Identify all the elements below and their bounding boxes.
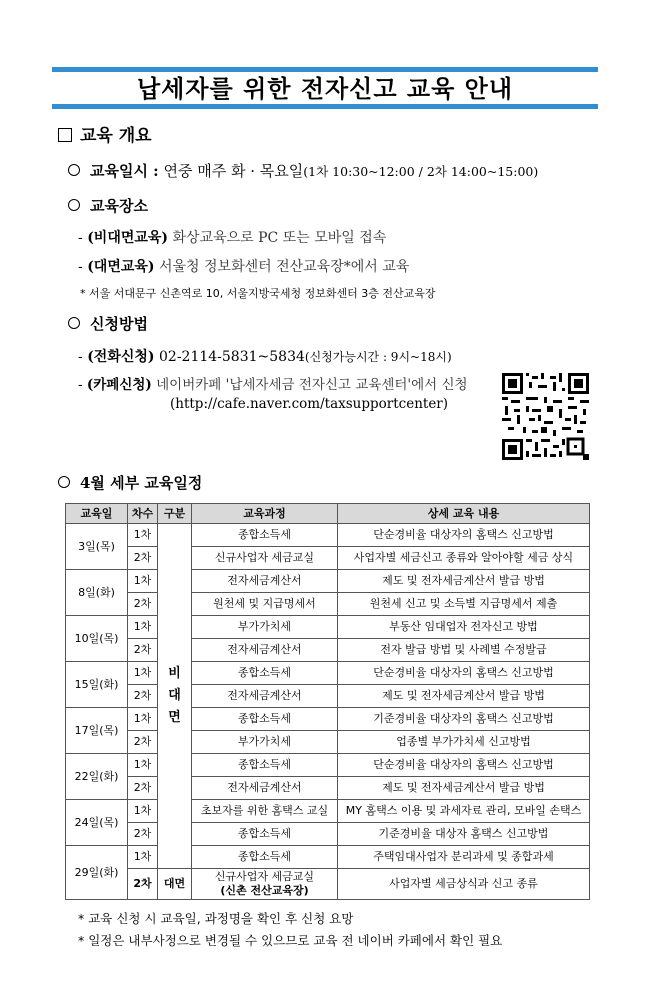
course-cell: 종합소득세 [192,846,338,869]
course-location: (신촌 전산교육장) [220,884,309,897]
schedule-heading-text: 4월 세부 교육일정 [80,474,203,492]
round-cell: 1차 [128,800,158,823]
detail-cell: 제도 및 전자세금계산서 발급 방법 [338,570,590,593]
date-line [68,160,538,181]
table-row [66,593,590,616]
course-cell: 신규사업자 세금교실 [192,547,338,570]
circle-bullet-icon [58,476,70,488]
type-cell-face: 대면 [158,869,192,900]
header-date: 교육일 [66,504,128,524]
table-row [66,524,590,547]
course-name: 신규사업자 세금교실 [214,870,315,883]
detail-cell: 단순경비율 대상자의 홈택스 신고방법 [338,524,590,547]
detail-cell: 기준경비율 대상자의 홈택스 신고방법 [338,708,590,731]
phone-line: - (전화신청) 02-2114-5831~5834(신청가능시간 : 9시~18시) [78,349,452,365]
round-cell: 2차 [128,777,158,800]
course-cell: 종합소득세 [192,662,338,685]
offline-label: (대면교육) [87,259,155,275]
course-cell: 전자세금계산서 [192,685,338,708]
round-cell: 2차 [128,823,158,846]
course-cell: 종합소득세 [192,823,338,846]
round-cell: 1차 [128,662,158,685]
round-cell: 2차 [128,869,158,900]
table-row [66,570,590,593]
table-row [66,731,590,754]
detail-cell: 제도 및 전자세금계산서 발급 방법 [338,685,590,708]
header-round: 차수 [128,504,158,524]
date-cell: 3일(목) [66,524,128,570]
course-cell: 종합소득세 [192,708,338,731]
schedule-table [65,503,590,900]
page-title: 납세자를 위한 전자신고 교육 안내 [137,74,513,103]
course-cell: 전자세금계산서 [192,639,338,662]
round-cell: 1차 [128,524,158,547]
offline-text: 서울청 정보화센터 전산교육장*에서 교육 [159,259,410,275]
round-cell: 2차 [128,685,158,708]
detail-cell: MY 홈택스 이용 및 과세자료 관리, 모바일 손택스 [338,800,590,823]
date-text: 연중 매주 화 · 목요일 [163,162,304,180]
title-top-rule [52,67,598,72]
round-cell: 1차 [128,616,158,639]
type-char: 대 [168,688,181,703]
header-detail: 상세 교육 내용 [338,504,590,524]
note-1: * 교육 신청 시 교육일, 과정명을 확인 후 신청 요망 [78,911,354,926]
phone-label: (전화신청) [87,349,155,365]
course-cell: 종합소득세 [192,524,338,547]
place-heading [68,195,148,216]
round-cell: 1차 [128,846,158,869]
round-cell: 2차 [128,547,158,570]
detail-cell: 주택임대사업자 분리과세 및 종합과세 [338,846,590,869]
title-bottom-rule [52,104,598,109]
detail-cell: 원천세 신고 및 소득별 지급명세서 제출 [338,593,590,616]
type-char: 면 [168,710,181,725]
table-row [66,685,590,708]
address-note: * 서울 서대문구 신촌역로 10, 서울지방국세청 정보화센터 3층 전산교육장 [80,287,436,300]
detail-cell: 단순경비율 대상자의 홈택스 신고방법 [338,754,590,777]
round-cell: 1차 [128,708,158,731]
round-cell: 2차 [128,731,158,754]
date-cell: 24일(목) [66,800,128,846]
round-cell: 1차 [128,754,158,777]
circle-bullet-icon [68,199,80,211]
apply-label: 신청방법 [90,315,148,333]
detail-cell: 기준경비율 대상자 홈택스 신고방법 [338,823,590,846]
schedule-header-row [66,504,590,524]
online-label: (비대면교육) [87,230,169,246]
online-text: 화상교육으로 PC 또는 모바일 접속 [172,230,387,246]
date-times: (1차 10:30~12:00 / 2차 14:00~15:00) [303,164,539,179]
round-cell: 1차 [128,570,158,593]
detail-cell: 전자 발급 방법 및 사례별 수정발급 [338,639,590,662]
table-row [66,708,590,731]
table-row [66,754,590,777]
note-2: * 일정은 내부사정으로 변경될 수 있으므로 교육 전 네이버 카페에서 확인 필요 [78,933,503,948]
circle-bullet-icon [68,317,80,329]
course-cell: 전자세금계산서 [192,570,338,593]
table-row [66,846,590,869]
table-row [66,823,590,846]
table-row [66,777,590,800]
course-cell: 전자세금계산서 [192,777,338,800]
table-row [66,547,590,570]
date-cell: 17일(목) [66,708,128,754]
place-label: 교육장소 [90,197,148,215]
detail-cell: 제도 및 전자세금계산서 발급 방법 [338,777,590,800]
round-cell: 2차 [128,593,158,616]
circle-bullet-icon [68,164,80,176]
date-cell: 8일(화) [66,570,128,616]
header-type: 구분 [158,504,192,524]
type-cell-nonface [158,524,192,869]
course-cell: 부가가치세 [192,731,338,754]
overview-heading-text: 교육 개요 [80,126,152,146]
checkbox-square-icon [58,128,72,142]
table-row [66,662,590,685]
date-cell: 22일(화) [66,754,128,800]
course-cell: 종합소득세 [192,754,338,777]
phone-number: 02-2114-5831~5834 [159,349,305,365]
cafe-url[interactable]: (http://cafe.naver.com/taxsupportcenter) [170,396,449,412]
detail-cell: 단순경비율 대상자의 홈택스 신고방법 [338,662,590,685]
type-char: 비 [168,666,181,681]
cafe-label: (카페신청) [86,377,152,393]
table-row [66,616,590,639]
title-banner [52,67,598,109]
round-cell: 2차 [128,639,158,662]
date-cell: 29일(화) [66,846,128,900]
detail-cell: 사업자별 세금상식과 신고 종류 [338,869,590,900]
course-cell [192,869,338,900]
course-cell: 초보자를 위한 홈택스 교실 [192,800,338,823]
schedule-heading [58,472,202,493]
qr-code-icon[interactable] [502,373,589,460]
offline-line: - (대면교육) 서울청 정보화센터 전산교육장*에서 교육 [78,259,410,275]
detail-cell: 업종별 부가가치세 신고방법 [338,731,590,754]
detail-cell: 부동산 임대업자 전자신고 방법 [338,616,590,639]
detail-cell: 사업자별 세금신고 종류와 알아야할 세금 상식 [338,547,590,570]
cafe-text: 네이버카페 '납세자세금 전자신고 교육센터'에서 신청 [156,377,468,393]
overview-heading [58,121,152,146]
table-row [66,800,590,823]
header-course: 교육과정 [192,504,338,524]
course-cell: 부가가치세 [192,616,338,639]
cafe-line: - (카페신청) 네이버카페 '납세자세금 전자신고 교육센터'에서 신청 [78,377,468,393]
schedule-body [66,524,590,900]
date-cell: 10일(목) [66,616,128,662]
phone-hours: (신청가능시간 : 9시~18시) [304,350,452,364]
apply-heading [68,313,148,334]
date-label: 교육일시 : [90,162,159,180]
table-row [66,639,590,662]
online-line: - (비대면교육) 화상교육으로 PC 또는 모바일 접속 [78,230,387,246]
table-row [66,869,590,900]
date-cell: 15일(화) [66,662,128,708]
course-cell: 원천세 및 지급명세서 [192,593,338,616]
